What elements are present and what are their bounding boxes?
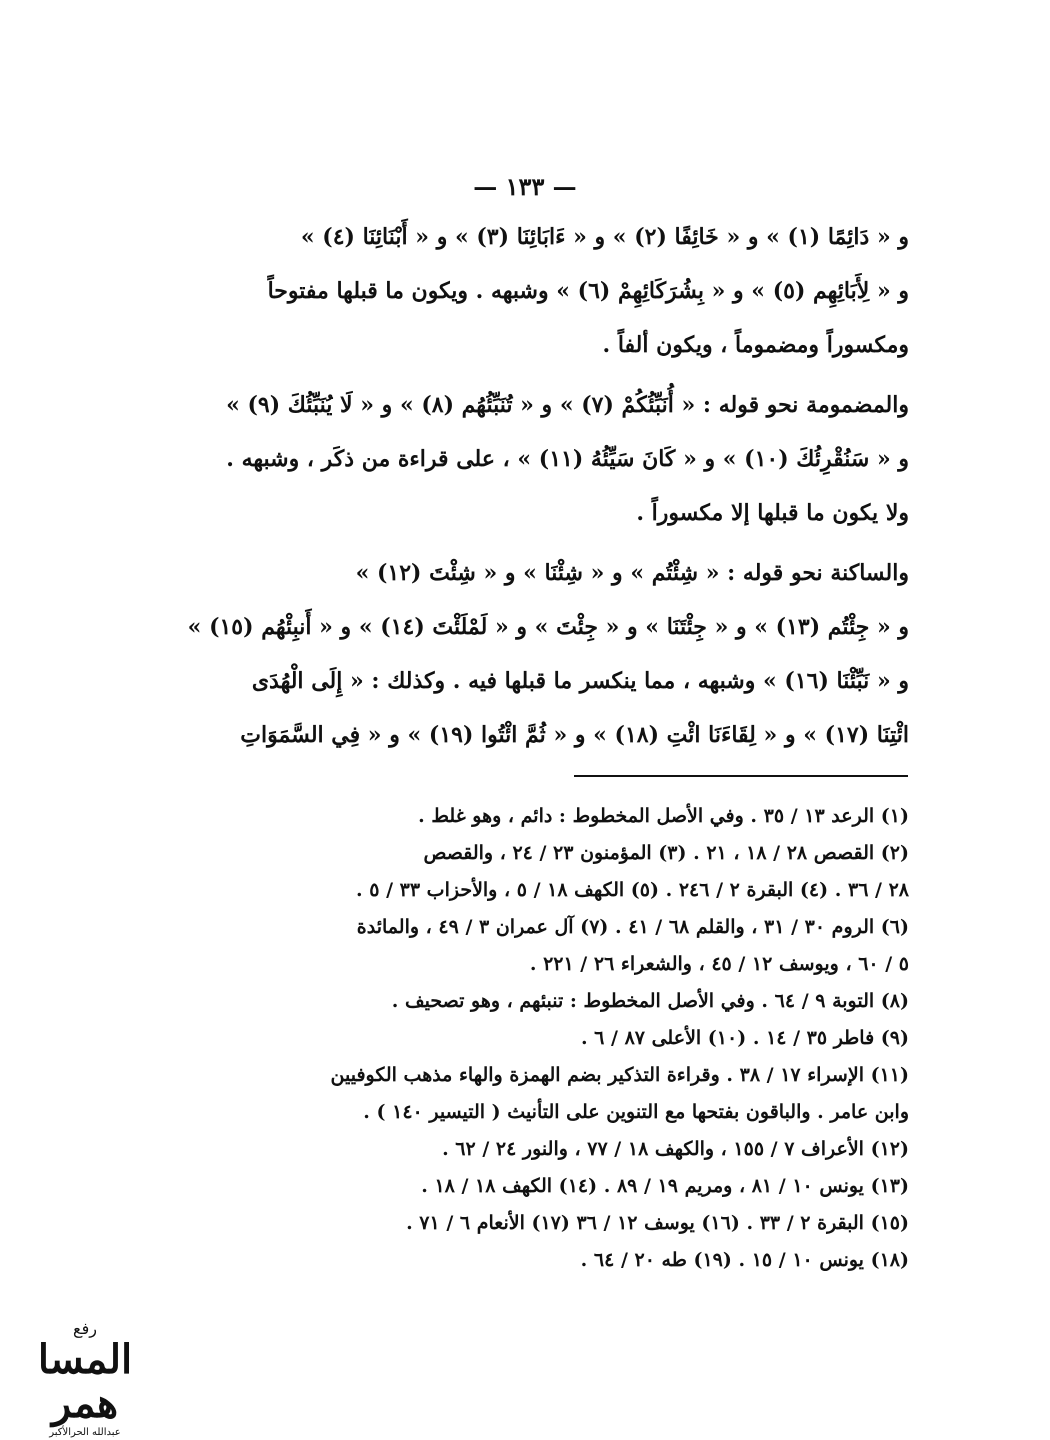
footnote-line: (٨) التوبة ٩ / ٦٤ . وفي الأصل المخطوط : تنبئهم ، وهو تصحيف . — [391, 990, 909, 1012]
text-line: والساكنة نحو قوله : « شِئْتُم » و « شِئْنَا » و « شِئْتَ (١٢) » — [355, 560, 909, 586]
text-line: ومكسوراً ومضموماً ، ويكون ألفاً . — [602, 332, 909, 358]
stamp-top-text: رفع — [73, 1319, 97, 1338]
footnote-line: (١٢) الأعراف ٧ / ١٥٥ ، والكهف ١٨ / ٧٧ ، والنور ٢٤ / ٦٢ . — [442, 1138, 909, 1160]
footnote-line: (١٥) البقرة ٢ / ٣٣ . (١٦) يوسف ١٢ / ٣٦ (١٧) الأنعام ٦ / ٧١ . — [406, 1212, 909, 1234]
text-line: و « دَائِمًا (١) » و « خَائِفًا (٢) » و « ءَابَائِنَا (٣) » و « أَبْنَائِنَا (٤) » — [300, 224, 909, 250]
page-number: — ١٣٣ — — [473, 172, 577, 201]
footnote-line: (٦) الروم ٣٠ / ٣١ ، والقلم ٦٨ / ٤١ . (٧) آل عمران ٣ / ٤٩ ، والمائدة — [356, 916, 909, 938]
text-line: و « جِئْتُم (١٣) » و « جِئْتَنَا » و « جِئْتَ » و « لَمْلَئْتَ (١٤) » و « أَنبِئْهُم (١٥) » — [187, 614, 909, 640]
watermark-stamp — [10, 1319, 160, 1438]
footnote-line: وابن عامر . والباقون بفتحها مع التنوين على التأنيث ( التيسير ١٤٠ ) . — [363, 1101, 909, 1123]
footnote-line: (١) الرعد ١٣ / ٣٥ . وفي الأصل المخطوط : دائم ، وهو غلط . — [418, 805, 909, 827]
footnote-line: (١٣) يونس ١٠ / ٨١ ، ومريم ١٩ / ٨٩ . (١٤) الكهف ١٨ / ١٨ . — [421, 1175, 909, 1197]
text-line: و « لِأَبَائِهِم (٥) » و « بِشُرَكَائِهِمْ (٦) » وشبهه . ويكون ما قبلها مفتوحاً — [267, 278, 909, 304]
main-text — [187, 210, 909, 762]
footnotes — [197, 798, 909, 1279]
paragraph-hamza-examples — [197, 210, 909, 372]
footnote-line: (١١) الإسراء ١٧ / ٣٨ . وقراءة التذكير بضم الهمزة والهاء مذهب الكوفيين — [330, 1064, 909, 1086]
stamp-sub-text: عبدالله الحرالأكبر — [49, 1427, 121, 1438]
text-line: و « سَنُقْرِئُكَ (١٠) » و « كَانَ سَيِّئُهُ (١١) » ، على قراءة من ذكَر ، وشبهه . — [226, 446, 909, 472]
footnote-line: ٥ / ٦٠ ، ويوسف ١٢ / ٤٥ ، والشعراء ٢٦ / ٢٢١ . — [529, 953, 909, 975]
text-line: ائْتِنَا (١٧) » و « لِقَاءَنَا ائْتِ (١٨) » و « ثُمَّ ائْتُوا (١٩) » و « فِي السَّمَوَاتِ — [240, 722, 909, 748]
stamp-main-text: المسا همر — [37, 1336, 133, 1427]
footnote-separator — [574, 775, 908, 777]
text-line: و « نَبِّئْنَا (١٦) » وشبهه ، مما ينكسر ما قبلها فيه . وكذلك : « إِلَى الْهُدَى — [251, 668, 909, 694]
footnote-line: ٢٨ / ٣٦ . (٤) البقرة ٢ / ٢٤٦ . (٥) الكهف ١٨ / ٥ ، والأحزاب ٣٣ / ٥ . — [356, 879, 909, 901]
paragraph-sakina — [187, 546, 909, 762]
footnote-line: (٩) فاطر ٣٥ / ١٤ . (١٠) الأعلى ٨٧ / ٦ . — [580, 1027, 909, 1049]
footnote-line: (١٨) يونس ١٠ / ١٥ . (١٩) طه ٢٠ / ٦٤ . — [580, 1249, 909, 1271]
footnote-line: (٢) القصص ٢٨ / ١٨ ، ٢١ . (٣) المؤمنون ٢٣ / ٢٤ ، والقصص — [423, 842, 909, 864]
text-line: ولا يكون ما قبلها إلا مكسوراً . — [636, 500, 909, 526]
text-line: والمضمومة نحو قوله : « أُنَبِّئُكُمْ (٧) » و « تُنَبِّئُهُم (٨) » و « لَا يُنَبِّئُكَ (٩) » — [226, 392, 909, 418]
paragraph-madmuma — [197, 378, 909, 540]
